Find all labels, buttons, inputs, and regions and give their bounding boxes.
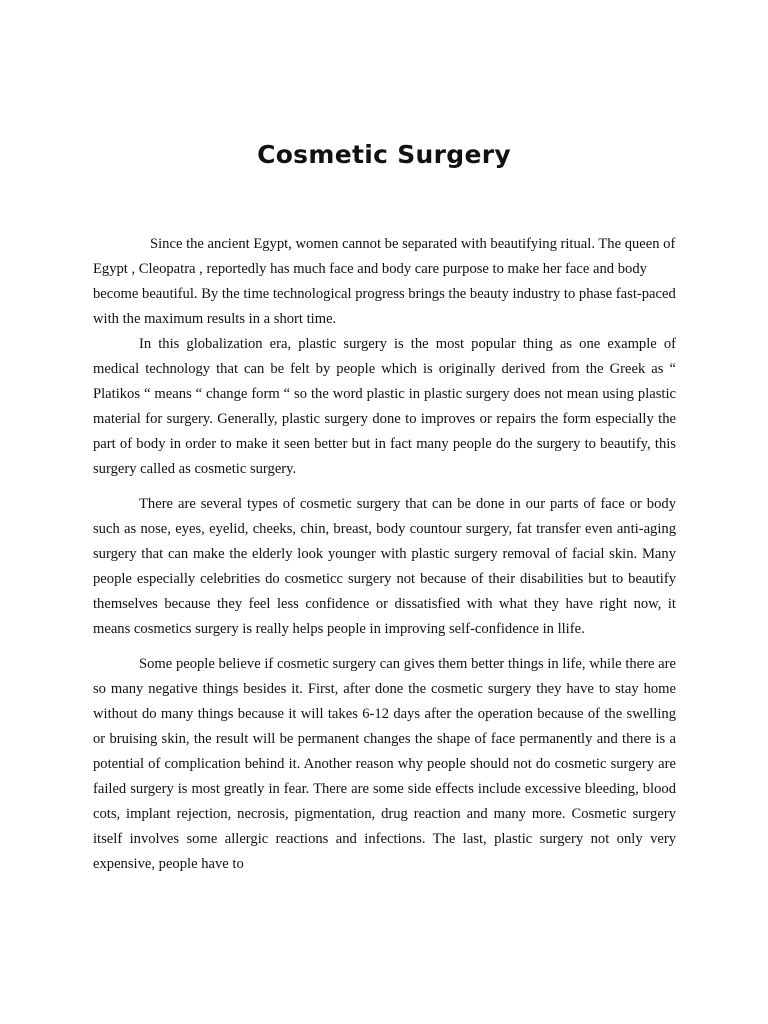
- paragraph-egypt-history: Since the ancient Egypt, women cannot be separated with beautifying ritual. The queen of Egypt , Cleopatra , reportedly has much face and body care purpose to make her face and body become beautiful. By the time technological progress brings the beauty industry to phase fast-paced with the maximum results in a short time.: [93, 236, 676, 327]
- document-body: [93, 232, 676, 877]
- paragraph-globalization-era: In this globalization era, plastic surgery is the most popular thing as one example of medical technology that can be felt by people which is originally derived from the Greek as “ Platikos “ means “ change form “ so the word plastic in plastic surgery does not mean using plastic material for surgery. Generally, plastic surgery done to improves or repairs the form especially the part of body in order to make it seen better but in fact many people do the surgery to beautify, this surgery called as cosmetic surgery.: [93, 336, 676, 477]
- paragraph-negative-effects: Some people believe if cosmetic surgery can gives them better things in life, while there are so many negative things besides it. First, after done the cosmetic surgery they have to stay home without do many things because it will takes 6-12 days after the operation because of the swelling or bruising skin, the result will be permanent changes the shape of face permanently and there is a potential of complication behind it. Another reason why people should not do cosmetic surgery are failed surgery is most greatly in fear. There are some side effects include excessive bleeding, blood cots, implant rejection, necrosis, pigmentation, drug reaction and many more. Cosmetic surgery itself involves some allergic reactions and infections. The last, plastic surgery not only very expensive, people have to: [93, 656, 676, 872]
- paragraph-types-of-surgery: There are several types of cosmetic surgery that can be done in our parts of face or body such as nose, eyes, eyelid, cheeks, chin, breast, body countour surgery, fat transfer even anti-aging surgery that can make the elderly look younger with plastic surgery removal of facial skin. Many people especially celebrities do cosmeticc surgery not because of their disabilities but to beautify themselves because they feel less confidence or dissatisfied with what they have right now, it means cosmetics surgery is really helps people in improving self-confidence in llife.: [93, 496, 676, 637]
- document-title: Cosmetic Surgery: [257, 140, 511, 169]
